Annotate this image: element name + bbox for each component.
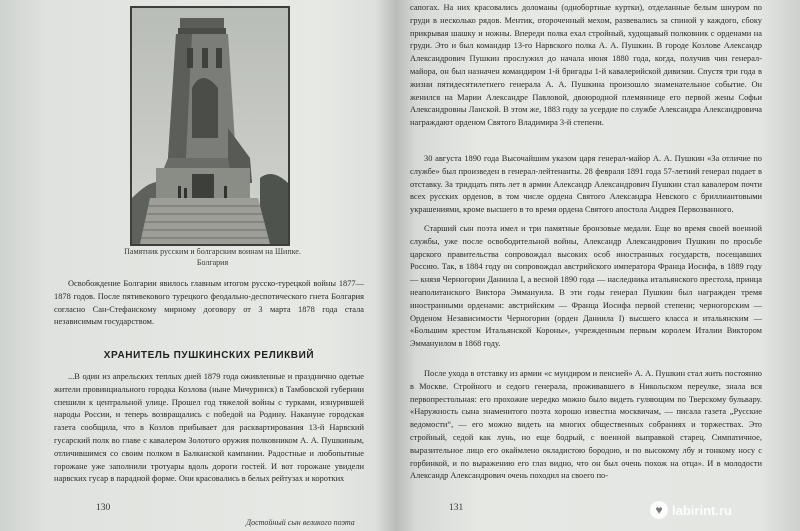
intro-paragraph: Освобождение Болгарии явилось главным итогом русско-турецкой войны 1877—1878 годов. После пятивекового турецкого феодально-деспотического гнета Болгария согласно Сан-Стефанскому мирному договору от 3 марта 1878 года стала независимым государством. [54,279,364,327]
paragraph-4: После ухода в отставку из армии «с мундиром и пенсией» А. А. Пушкин стал жить постоянно в Москве. Стройного и седого генерала, проживавшего в Никольском переулке, знала вся первопрестольная: его прохожие нередко можно было видеть гуляющим по Тверскому бульвару. «Наружность сына знаменитого поэта хорошо известна москвичам, — писала газета „Русские ведомости“, — его можно видеть на многих общественных собраниях и торжествах. Это стройный, седой как лунь, но еще бодрый, с военной выправкой старец. Симпатичное, выразительное лицо его окаймлено окладистою бородою, и по высокому лбу и тонкому носу с горбинкой, и по выражению его глаз видно, что он был очень похож на отца». И в молодости Александр Александрович очень походил на своего по- [410,369,762,481]
monument-photo [130,6,290,246]
photo-caption: Памятник русским и болгарским воинам на Шипке. Болгария [124,247,301,267]
watermark-text: labirint.ru [672,502,732,518]
paragraph-3: Старший сын поэта имел и три памятные бронзовые медали. Еще во время своей военной службы, уже после освободительной войны, Александр Александрович Пушкин по просьбе царского правительства сопровождал высоких особ иностранных государств, посещавших Россию. Так, в 1884 году он сопровождал австрийского императора Франца Иосифа, в 1889 году — князя Черногории Даниила I, а весной 1890 года — наследника итальянского престола, принца неаполитанского Виктора Эммануила. В эти годы генерал Пушкин был награжден тремя иностранными орденами: австрийским — Франца Иосифа первой степени; черногорским — Орденом Независимости Черногории (орден Даниила I) высшего класса и итальянским — «Большим крестом Итальянской Короны», учрежденным первым королем Италии Виктором Эммануилом в 1868 году. [410,224,762,349]
paragraph-1: сапогах. На них красовались доломаны (однобортные куртки), отделанные белым шнуром по груди в несколько рядов. Ментик, отороченный мехом, развевались за спиной у каждого, сбоку прикрывая шашку и ножны. Впереди полка ехал стройный, худощавый полковник с орденами на груди. Это и был командир 13-го Нарвского полка А. А. Пушкин. В городе Козлове Александр Александрович Пушкин прослужил до начала июня 1880 года, когда, получив чин генерал-майора, он был назначен командиром 1-й бригады 1-й кавалерийской дивизии. Спустя три года в жизни пятидесятилетнего генерала А. А. Пушкина произошло знаменательное событие. Он женился на Марии Александре Павловой, двоюродной племяннице его первой жены Софьи Александровны Ланской. В этом же, 1883 году за усердие по службе Александра Александровича награждают орденом Святого Владимира 3-й степени. [410,3,762,128]
left-page [0,0,386,531]
story-paragraph: ...В один из апрельских теплых дней 1879 года оживленные и празднично одетые жители провинциального городка Козлова (ныне Мичуринск) в Тамбовской губернии спешили к центральной улице. Прошел год тяжелой войны с турками, изнурившей народы России, и теперь возвращались с победой на Родину. Накануне городская газета сообщила, что в Козлов прибывает для расквартирования 13-й Нарвский гусарский полк во главе с кавалером Золотого оружия полковником А. А. Пушкиным, отличившимся со своим полком в Балканской кампании. Радостные и любопытные горожане уже заполнили тротуары вдоль дороги гостей. И вот горожане увидели нарвских гусар в парадной форме. Они красовались в белых рейтузах и коротких [54,372,364,484]
paragraph-2: 30 августа 1890 года Высочайшим указом царя генерал-майор А. А. Пушкин «За отличие по службе» был произведен в генерал-лейтенанты. 28 февраля 1891 года 57-летний генерал подает в отставку. За тридцать пять лет в армии Александр Александрович Пушкин стал кавалером почти всех русских орденов, в том числе ордена Святого Александра Невского с бриллиантовыми украшениями, кроме высшего в то время ордена Святого апостола Андрея Первозванного. [410,154,762,215]
watermark [650,499,790,521]
left-page-number: 130 [96,503,111,513]
heart-logo-icon: ♥ [650,501,668,519]
right-page-number: 131 [449,503,464,513]
right-page [396,0,800,531]
running-title: Достойный сын великого поэта [246,518,355,527]
section-heading: ХРАНИТЕЛЬ ПУШКИНСКИХ РЕЛИКВИЙ [103,350,315,361]
